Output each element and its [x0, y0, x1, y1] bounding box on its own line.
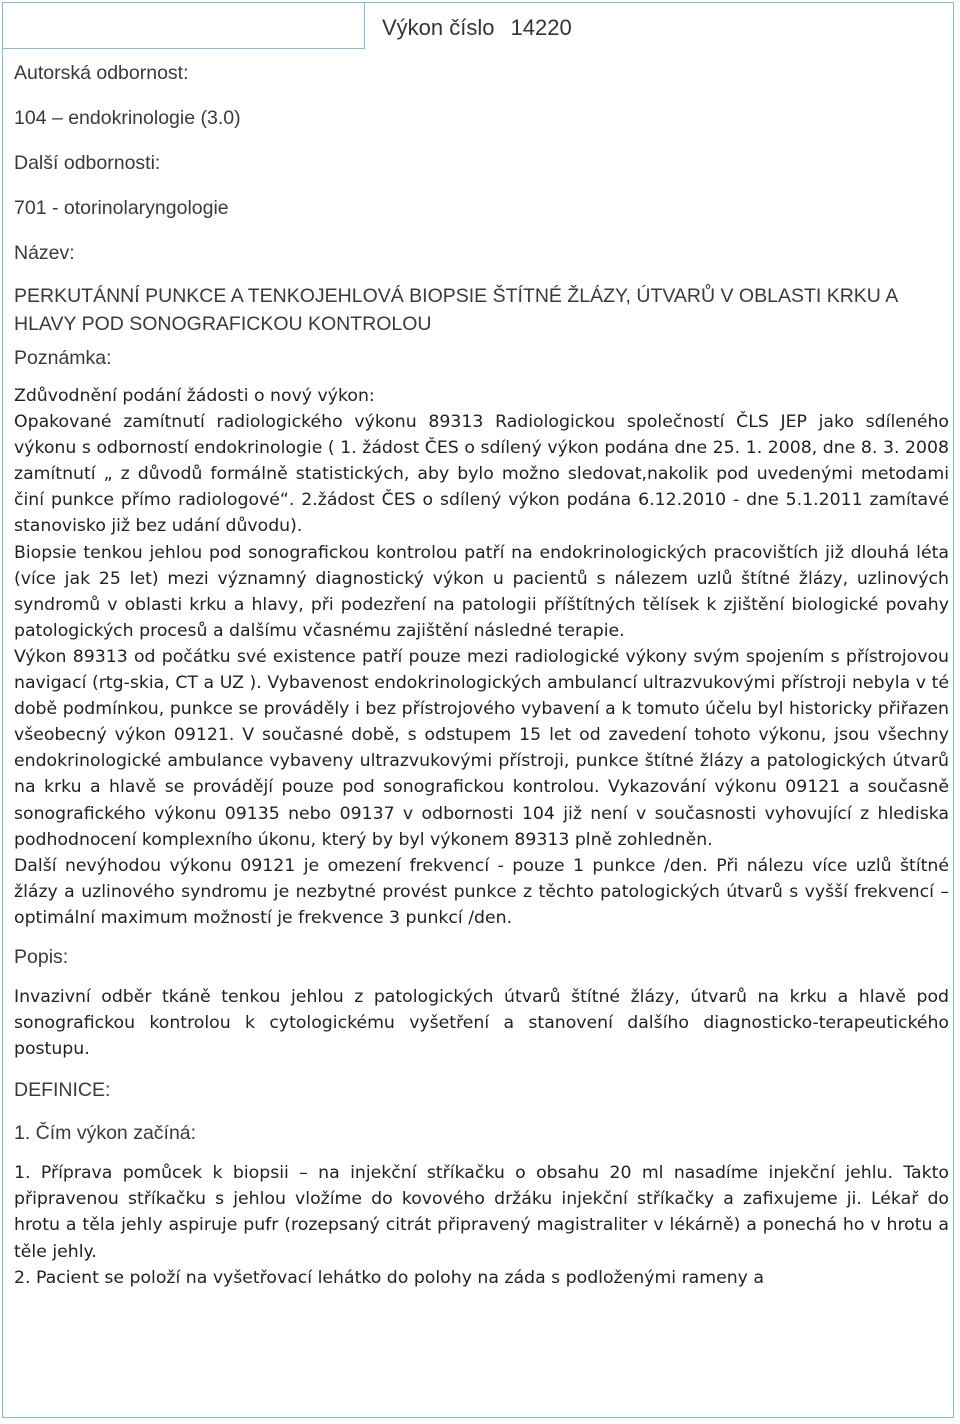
poznamka-paragraph: Biopsie tenkou jehlou pod sonografickou kontrolou patří na endokrinologických pracovištích již dlouhá léta (více jak 25 let) mezi významný diagnostický výkon u pacientů s nálezem uzlů štítné žlázy, uzlinových syndromů v oblasti krku a hlavy, při podezření na patologii příštítných tělísek k zjištění biologické povahy patologických procesů a dalšímu včasnému zajištění následné terapie. — [14, 542, 949, 641]
poznamka-label: Poznámka: — [14, 347, 112, 369]
header-box — [3, 3, 365, 49]
poznamka-paragraph: Opakované zamítnutí radiologického výkonu 89313 Radiologickou společností ČLS JEP jako sdíleného výkonu s odborností endokrinologie ( 1. žádost ČES o sdílený výkon podána dne 25. 1. 2008, dne 8. 3. 2008 zamítnutí „ z důvodů formálně statistických, aby bylo možno sledovat,nakolik pod uvedenými metodami činí punkce přímo radiologové“. 2.žádost ČES o sdílený výkon podána 6.12.2010 - dne 5.1.2011 zamítavé stanovisko již bez udání důvodu). — [14, 412, 949, 537]
autorska-value: 104 – endokrinologie (3.0) — [14, 107, 241, 129]
nazev-label: Název: — [14, 242, 75, 264]
document-page — [2, 2, 954, 1418]
nazev-value: PERKUTÁNNÍ PUNKCE A TENKOJEHLOVÁ BIOPSIE ŠTÍTNÉ ŽLÁZY, ÚTVARŮ V OBLASTI KRKU A HLAVY POD SONOGRAFICKOU KONTROLOU — [14, 285, 898, 335]
list-item: 1. Příprava pomůcek k biopsii – na injekční stříkačku o obsahu 20 ml nasadíme injekční jehlu. Takto připravenou stříkačku s jehlou vložíme do kovového držáku injekční stříkačky a zafixujeme ji. Lékař do hrotu a těla jehly aspiruje pufr (rozepsaný citrát připravený magistraliter v lékárně) a ponechá ho v hrotu a těle jehly. — [14, 1163, 949, 1262]
autorska-label: Autorská odbornost: — [14, 62, 189, 84]
poznamka-paragraph: Další nevýhodou výkonu 09121 je omezení frekvencí - pouze 1 punkce /den. Při nálezu více uzlů štítné žlázy a uzlinového syndromu je nezbytné provést punkce z těchto patologických útvarů s vyšší frekvencí – optimální maximum možností je frekvence 3 punkcí /den. — [14, 855, 949, 928]
zacina-list — [14, 1160, 949, 1290]
popis-label: Popis: — [14, 945, 69, 968]
popis-text: Invazivní odběr tkáně tenkou jehlou z patologických útvarů štítné žlázy, útvarů na krku a hlavě pod sonografickou kontrolou k cytologickému vyšetření a stanovení dalšího diagnosticko-terapeutického postupu. — [14, 986, 949, 1060]
procedure-number-header — [382, 15, 572, 41]
dalsi-label: Další odbornosti: — [14, 152, 161, 174]
poznamka-paragraph: Výkon 89313 od počátku své existence patří pouze mezi radiologické výkony svým spojením s přístrojovou navigací (rtg-skia, CT a UZ ). Vybavenost endokrinologických ambulancí ultrazvukovými přístroji nebyla v té době podmínkou, punkce se prováděly i bez přístrojového vybavení a k tomuto účelu byl historicky přiřazen všeobecný výkon 09121. V současné době, s odstupem 15 let od zavedení tohoto výkonu, jsou všechny endokrinologické ambulance vybaveny ultrazvukovými přístroji, punkce štítné žlázy a patologických útvarů na krku a hlavě se provádějí pouze pod sonografickou kontrolou. Vykazování výkonu 09121 a současně sonografického výkonu 09135 nebo 09137 v odbornosti 104 již není v současnosti vyhovující z hlediska podhodnocení komplexního úkonu, který by byl výkonem 89313 plně zohledněn. — [14, 646, 949, 850]
document-content — [14, 59, 949, 1291]
poznamka-body — [14, 383, 949, 931]
dalsi-value: 701 - otorinolaryngologie — [14, 197, 229, 219]
poznamka-paragraph: Zdůvodnění podání žádosti o nový výkon: — [14, 386, 375, 406]
procedure-number-label: Výkon číslo — [382, 15, 495, 40]
procedure-number-value: 14220 — [510, 15, 572, 40]
zacina-label: 1. Čím výkon začíná: — [14, 1122, 197, 1145]
definice-label: DEFINICE: — [14, 1079, 111, 1102]
list-item: 2. Pacient se položí na vyšetřovací lehátko do polohy na záda s podloženými rameny a — [14, 1267, 764, 1288]
